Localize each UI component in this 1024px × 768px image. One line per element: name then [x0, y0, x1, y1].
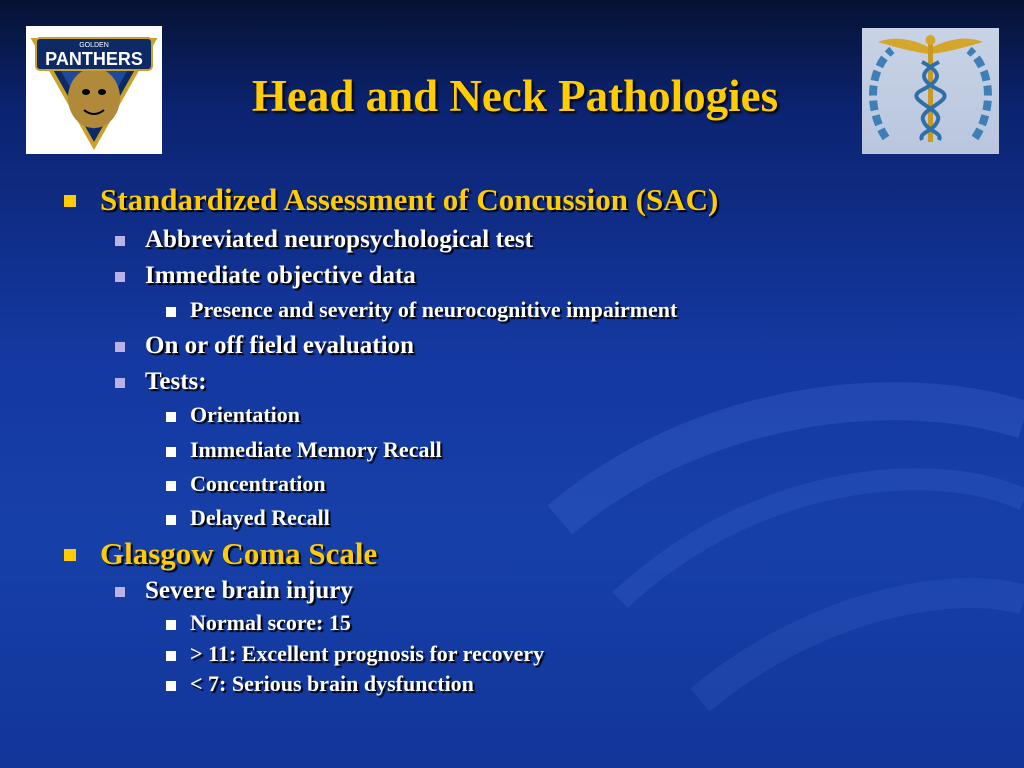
bullet-normal-score: [190, 610, 351, 636]
bullet-text: < 7: Serious brain dysfunction: [190, 671, 474, 696]
bullet-sac: [100, 182, 718, 218]
square-bullet-icon: [166, 681, 176, 691]
bullet-text: Abbreviated neuropsychological test: [145, 226, 533, 253]
square-bullet-icon: [166, 620, 176, 630]
square-bullet-icon: [166, 651, 176, 661]
bullet-objective-data: [145, 261, 416, 291]
bullet-text: Delayed Recall: [190, 505, 330, 530]
bullet-severe-injury: [145, 576, 353, 606]
bullet-text: Normal score: 15: [190, 610, 351, 635]
bullet-text: Tests:: [145, 368, 207, 395]
bullet-neurocognitive: [190, 297, 677, 323]
bullet-field-evaluation: [145, 331, 414, 361]
svg-text:GOLDEN: GOLDEN: [79, 42, 109, 49]
square-bullet-icon: [64, 195, 76, 207]
bullet-abbreviated-test: [145, 225, 533, 255]
bullet-serious-dysfunction: [190, 671, 474, 697]
square-bullet-icon: [166, 412, 176, 422]
bullet-text: On or off field evaluation: [145, 332, 414, 359]
bullet-glasgow: [100, 536, 377, 572]
bullet-text: Severe brain injury: [145, 577, 353, 604]
square-bullet-icon: [166, 307, 176, 317]
bullet-text: Concentration: [190, 471, 326, 496]
bullet-orientation: [190, 402, 300, 428]
square-bullet-icon: [166, 447, 176, 457]
bullet-text: Standardized Assessment of Concussion (SAC): [100, 182, 719, 217]
bullet-text: > 11: Excellent prognosis for recovery: [190, 641, 545, 666]
bullet-concentration: [190, 471, 326, 497]
svg-text:PANTHERS: PANTHERS: [45, 49, 143, 69]
slide-title: Head and Neck Pathologies: [251, 71, 779, 121]
bullet-text: Presence and severity of neurocognitive impairment: [190, 297, 678, 322]
square-bullet-icon: [64, 549, 76, 561]
bullet-memory-recall: [190, 437, 442, 463]
bullet-tests: [145, 367, 207, 397]
square-bullet-icon: [115, 272, 125, 282]
bullet-text: Orientation: [190, 402, 300, 427]
bullet-text: Immediate objective data: [145, 262, 416, 289]
bullet-delayed-recall: [190, 505, 330, 531]
square-bullet-icon: [166, 481, 176, 491]
square-bullet-icon: [166, 515, 176, 525]
square-bullet-icon: [115, 378, 125, 388]
square-bullet-icon: [115, 587, 125, 597]
bullet-text: Immediate Memory Recall: [190, 437, 442, 462]
bullet-text: Glasgow Coma Scale: [100, 536, 378, 571]
bullet-excellent-prognosis: [190, 641, 544, 667]
square-bullet-icon: [115, 236, 125, 246]
square-bullet-icon: [115, 342, 125, 352]
